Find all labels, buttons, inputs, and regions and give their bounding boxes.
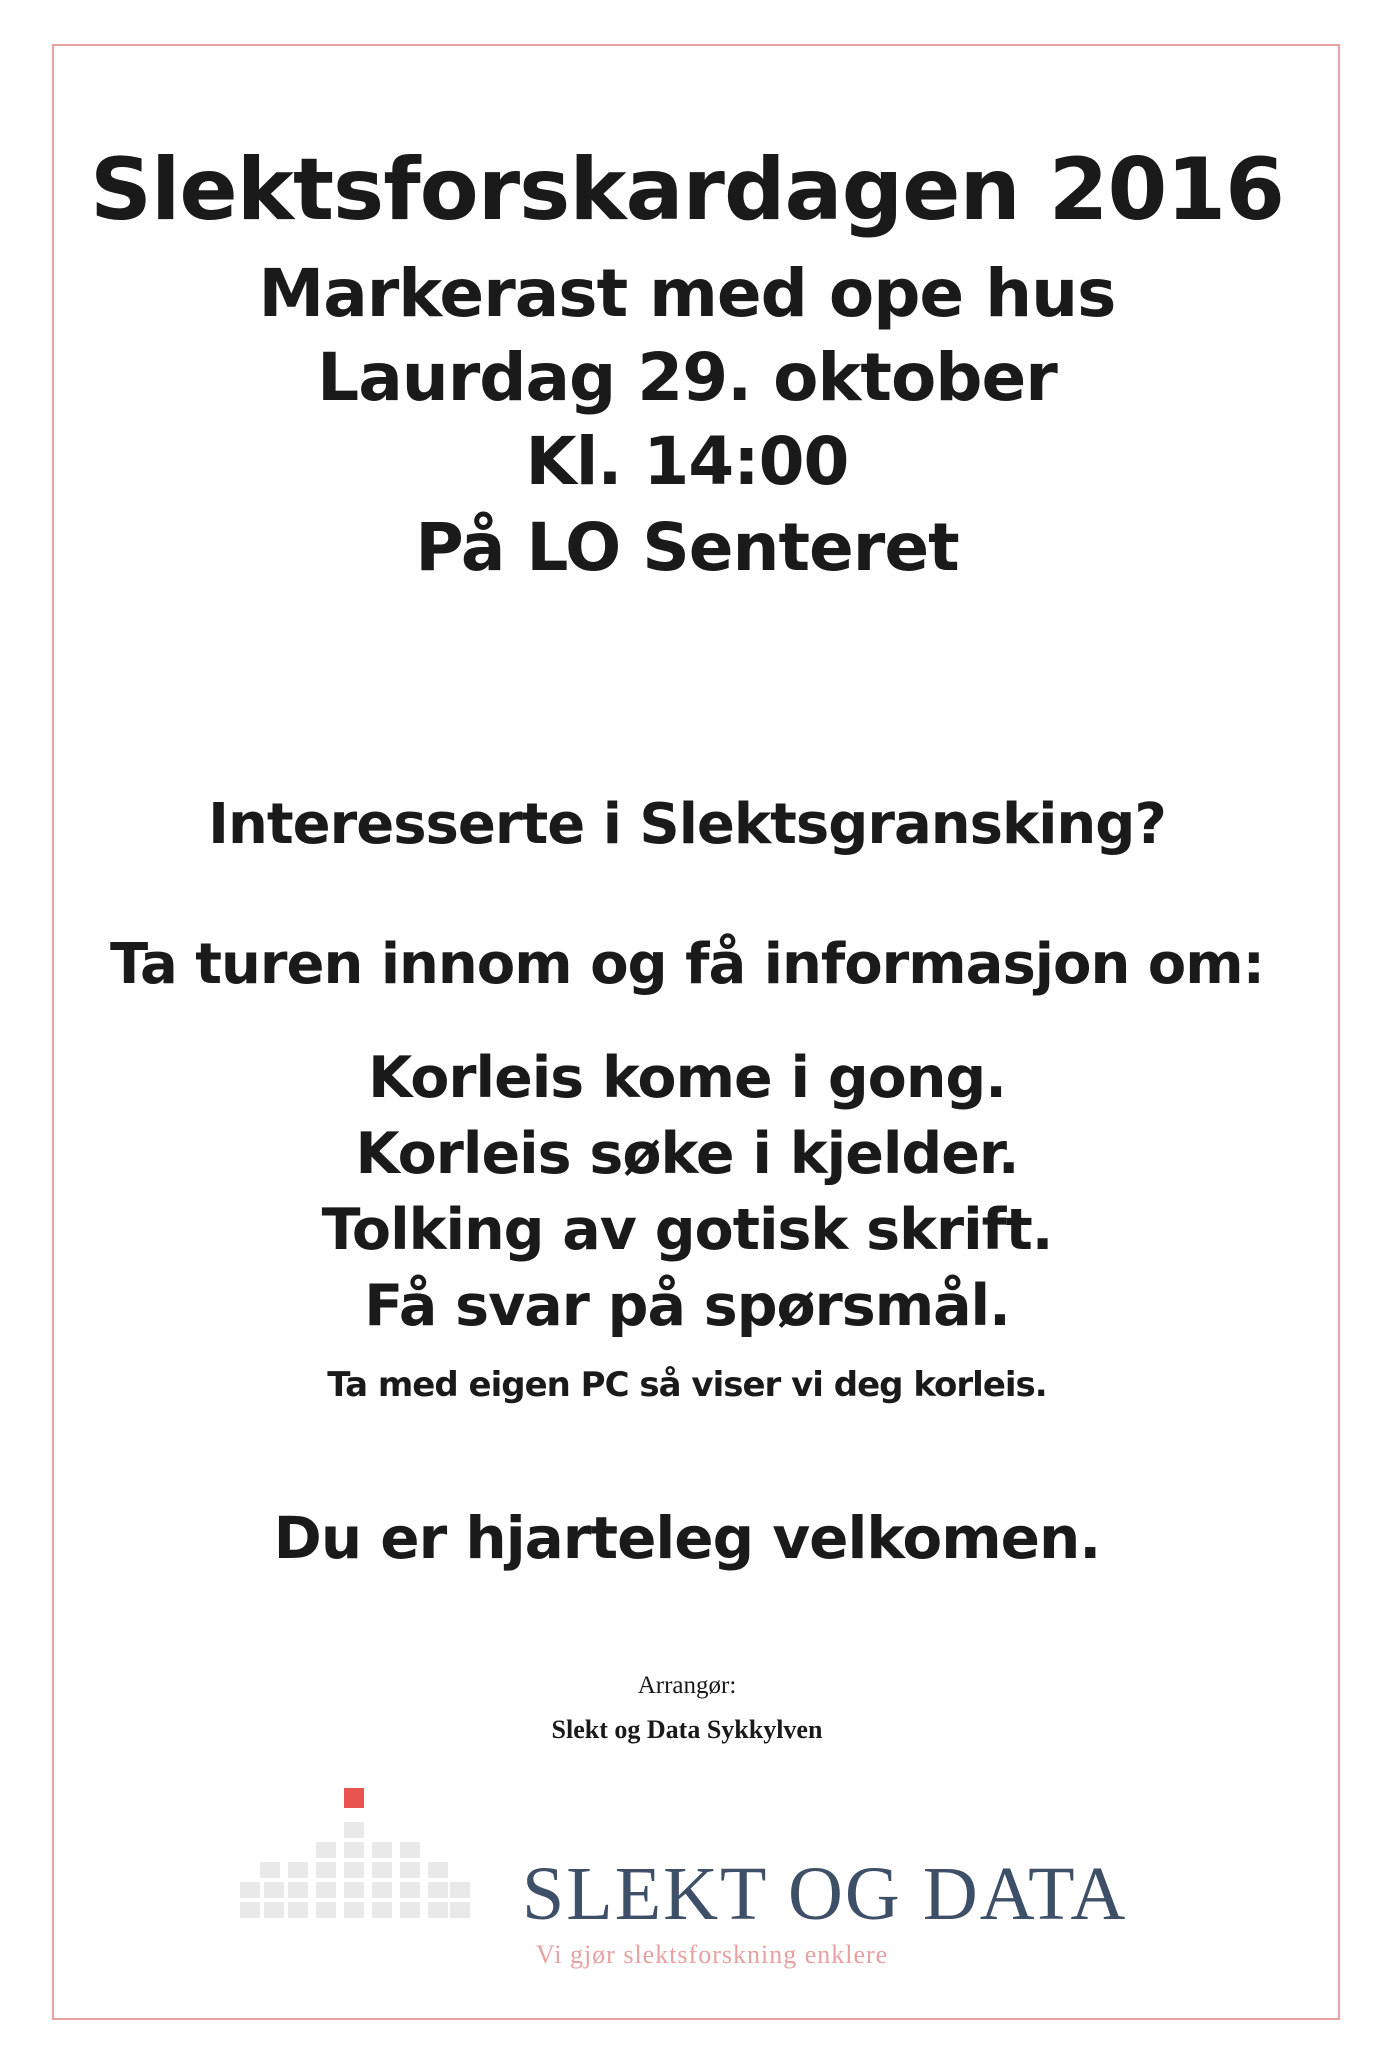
topic-item: Korleis søke i kjelder. [355, 1121, 1019, 1187]
pc-note: Ta med eigen PC så viser vi deg korleis. [327, 1365, 1047, 1405]
topic-item: Få svar på spørsmål. [364, 1273, 1010, 1339]
logo-slogan: Vi gjør slektsforskning enklere [536, 1940, 889, 1969]
topic-list [0, 1040, 1374, 1344]
event-time: Kl. 14:00 [525, 423, 849, 500]
invite-text: Ta turen innom og få informasjon om: [109, 932, 1265, 997]
logo-name: SLEKT OG DATA [522, 1852, 1128, 1936]
slekt-og-data-logo [240, 1780, 1160, 1980]
event-date: Laurdag 29. oktober [317, 339, 1057, 416]
topic-item: Tolking av gotisk skrift. [321, 1197, 1053, 1263]
interest-question: Interesserte i Slektsgransking? [208, 792, 1166, 857]
topic-item: Korleis kome i gong. [368, 1045, 1006, 1111]
organizer-label: Arrangør: [637, 1672, 737, 1699]
logo-grid-icon [240, 1780, 470, 1960]
event-subtitle: Markerast med ope hus [258, 255, 1116, 332]
organizer-name: Slekt og Data Sykkylven [551, 1715, 823, 1744]
welcome-text: Du er hjarteleg velkomen. [273, 1504, 1101, 1572]
event-location: På LO Senteret [415, 509, 959, 586]
event-title: Slektsforskardagen 2016 [90, 140, 1284, 240]
